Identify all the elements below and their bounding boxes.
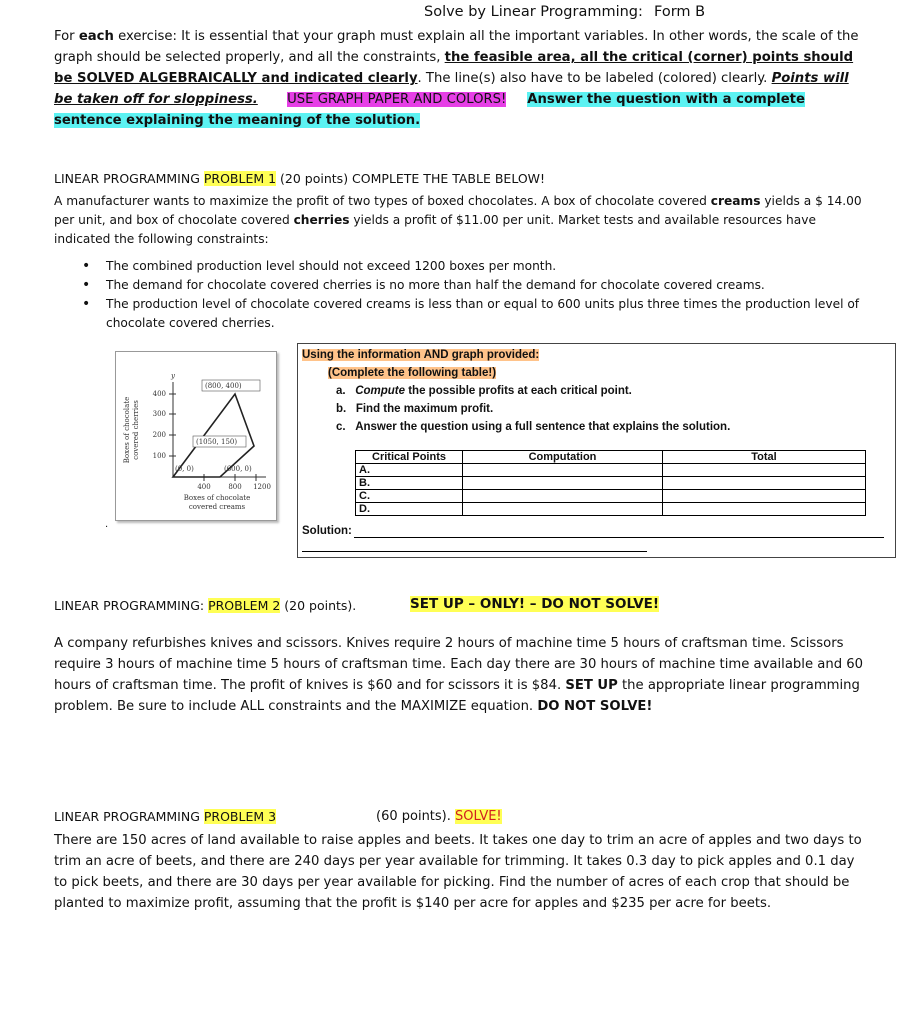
point-label: (800, 400) [205, 382, 242, 390]
box-subinstruction: (Complete the following table!) [328, 367, 497, 379]
list-item: • The demand for chocolate covered cherries is no more than half the demand for chocolate covered creams. [80, 276, 860, 295]
list-item: • The combined production level should not exceed 1200 boxes per month. [80, 257, 860, 276]
problem3-label: LINEAR PROGRAMMING [54, 809, 204, 824]
table-row [356, 477, 866, 490]
feasible-region-graph [115, 351, 277, 521]
intro-text-3: . The line(s) also have to be labeled (colored) clearly. [417, 71, 772, 86]
total-cell[interactable] [663, 503, 866, 516]
sloppiness-warning: Points will be taken off for sloppiness. [54, 71, 849, 107]
computation-cell[interactable] [463, 464, 663, 477]
critical-points-table [355, 450, 866, 516]
box-item-c [336, 421, 730, 433]
item-text: Answer the question using a full sentence that explains the solution. [355, 421, 731, 433]
solution-line[interactable] [354, 537, 884, 538]
table-row [356, 464, 866, 477]
intro-underlined: the feasible area, all the critical (corner) points should be SOLVED ALGEBRAICALLY and indicated clearly [54, 50, 854, 86]
computation-cell[interactable] [463, 503, 663, 516]
compute-word: Compute [355, 385, 406, 397]
y-tick-label: 100 [152, 452, 166, 460]
points-text: (60 points). [376, 809, 456, 824]
intro-each: each [78, 29, 114, 44]
row-label: C. [356, 490, 463, 503]
y-tick-label: 400 [152, 390, 166, 398]
p1-text-a: A manufacturer wants to maximize the profit of two types of boxed chocolates. A box of chocolate covered [54, 194, 711, 208]
list-item: • The production level of chocolate covered creams is less than or equal to 600 units plus three times the production level of chocolate covered cherries. [80, 295, 860, 333]
box-instruction: Using the information AND graph provided: [302, 349, 540, 361]
p1-text-c: yields a profit of $11.00 per unit. Market tests and available resources have indicated the following constraints: [54, 213, 816, 246]
item-text: the possible profits at each critical point. [405, 385, 632, 397]
problem2-label: LINEAR PROGRAMMING: [54, 598, 209, 613]
constraint-list [80, 257, 860, 333]
solve-tag: SOLVE! [455, 809, 502, 824]
problem3-text: There are 150 acres of land available to raise apples and beets. It takes one day to trim an acre of apples and two days to trim an acre of beets, and there are 240 days per year available for trimming. It takes 0.3 day to pick apples and 0.1 day to pick beets, and there are 30 days per year available for picking. Find the number of acres of each crop that should be planted to maximize profit, assuming that the profit is $140 per acre for apples and $235 per acre for beets. [54, 833, 862, 911]
x-axis-label-2: covered creams [188, 503, 246, 511]
point-label: (0, 0) [175, 465, 194, 473]
x-axis-label-1: Boxes of chocolate [183, 494, 251, 502]
column-header: Total [663, 451, 866, 464]
box-line-2 [328, 367, 496, 379]
solution-label: Solution: [302, 525, 352, 537]
x-tick-label: 400 [197, 483, 211, 491]
problem1-heading [54, 171, 545, 186]
row-label: B. [356, 477, 463, 490]
table-row [356, 490, 866, 503]
p1-cherries: cherries [293, 213, 350, 227]
row-label: A. [356, 464, 463, 477]
y-tick-label: 300 [152, 410, 166, 418]
y-tick-label: 200 [152, 431, 166, 439]
total-cell[interactable] [663, 477, 866, 490]
y-axis-letter: y [171, 372, 175, 380]
instructions-paragraph [54, 26, 866, 131]
p1-creams: creams [710, 194, 761, 208]
computation-cell[interactable] [463, 477, 663, 490]
point-label: (1050, 150) [196, 438, 238, 446]
page-title: Solve by Linear Programming: [424, 4, 643, 20]
problem1-text [54, 192, 866, 249]
x-tick-label: 800 [228, 483, 242, 491]
intro-text-2: exercise: It is essential that your graph must explain all the important variables. In other words, the scale of the graph should be selected properly, and all the constraints, [54, 29, 859, 65]
row-label: D. [356, 503, 463, 516]
box-line-1 [302, 349, 539, 361]
y-ticks [153, 390, 176, 460]
box-item-b [336, 403, 493, 415]
problem3-points [376, 809, 502, 824]
p2-text-2: the appropriate linear programming problem. Be sure to include ALL constraints and the MAXIMIZE equation. [54, 678, 860, 714]
problem1-points: (20 points) COMPLETE THE TABLE BELOW! [276, 171, 546, 186]
problem1-label: LINEAR PROGRAMMING [54, 171, 204, 186]
problem2-points: (20 points). [280, 598, 357, 613]
problem2-tag: PROBLEM 2 [208, 598, 281, 613]
problem1-answer-box [297, 343, 896, 558]
item-letter: b. [336, 403, 347, 415]
solution-line-2[interactable] [302, 551, 647, 552]
item-letter: a. [336, 385, 346, 397]
p2-setup: SET UP [565, 678, 618, 693]
p2-do-not-solve: DO NOT SOLVE! [537, 699, 653, 714]
answer-note: Answer the question with a complete sentence explaining the meaning of the solution. [54, 92, 805, 128]
form-label: Form B [654, 4, 706, 20]
item-text: Find the maximum profit. [355, 403, 494, 415]
setup-only-note: SET UP – ONLY! – DO NOT SOLVE! [410, 596, 660, 612]
x-tick-label: 1200 [253, 483, 271, 491]
intro-text: For [54, 29, 79, 44]
box-item-a [336, 385, 632, 397]
problem3-tag: PROBLEM 3 [203, 809, 277, 824]
computation-cell[interactable] [463, 490, 663, 503]
table-row [356, 503, 866, 516]
problem2-heading [54, 598, 874, 613]
item-letter: c. [336, 421, 346, 433]
y-axis-label-1: Boxes of chocolate [123, 396, 131, 464]
problem2-text [54, 633, 866, 717]
p1-text-b: yields a $ 14.00 per unit, and box of chocolate covered [54, 194, 862, 227]
p2-text: A company refurbishes knives and scissors. Knives require 2 hours of machine time 5 hours of craftsman time. Scissors require 3 hours of machine time 5 hours of craftsman time. Each day there are 30 hours of machine time available and 60 hours of craftsman time. The profit of knives is $60 and for scissors it is $84. [54, 636, 864, 693]
column-header: Computation [463, 451, 663, 464]
table-header-row [356, 451, 866, 464]
total-cell[interactable] [663, 464, 866, 477]
stray-dot: . [105, 519, 109, 530]
total-cell[interactable] [663, 490, 866, 503]
column-header: Critical Points [356, 451, 463, 464]
point-label: (600, 0) [224, 465, 252, 473]
problem1-tag: PROBLEM 1 [203, 171, 277, 186]
graph-paper-note: USE GRAPH PAPER AND COLORS! [287, 92, 507, 107]
y-axis-label-2: covered cherries [132, 400, 140, 460]
problem3-heading [54, 809, 874, 824]
